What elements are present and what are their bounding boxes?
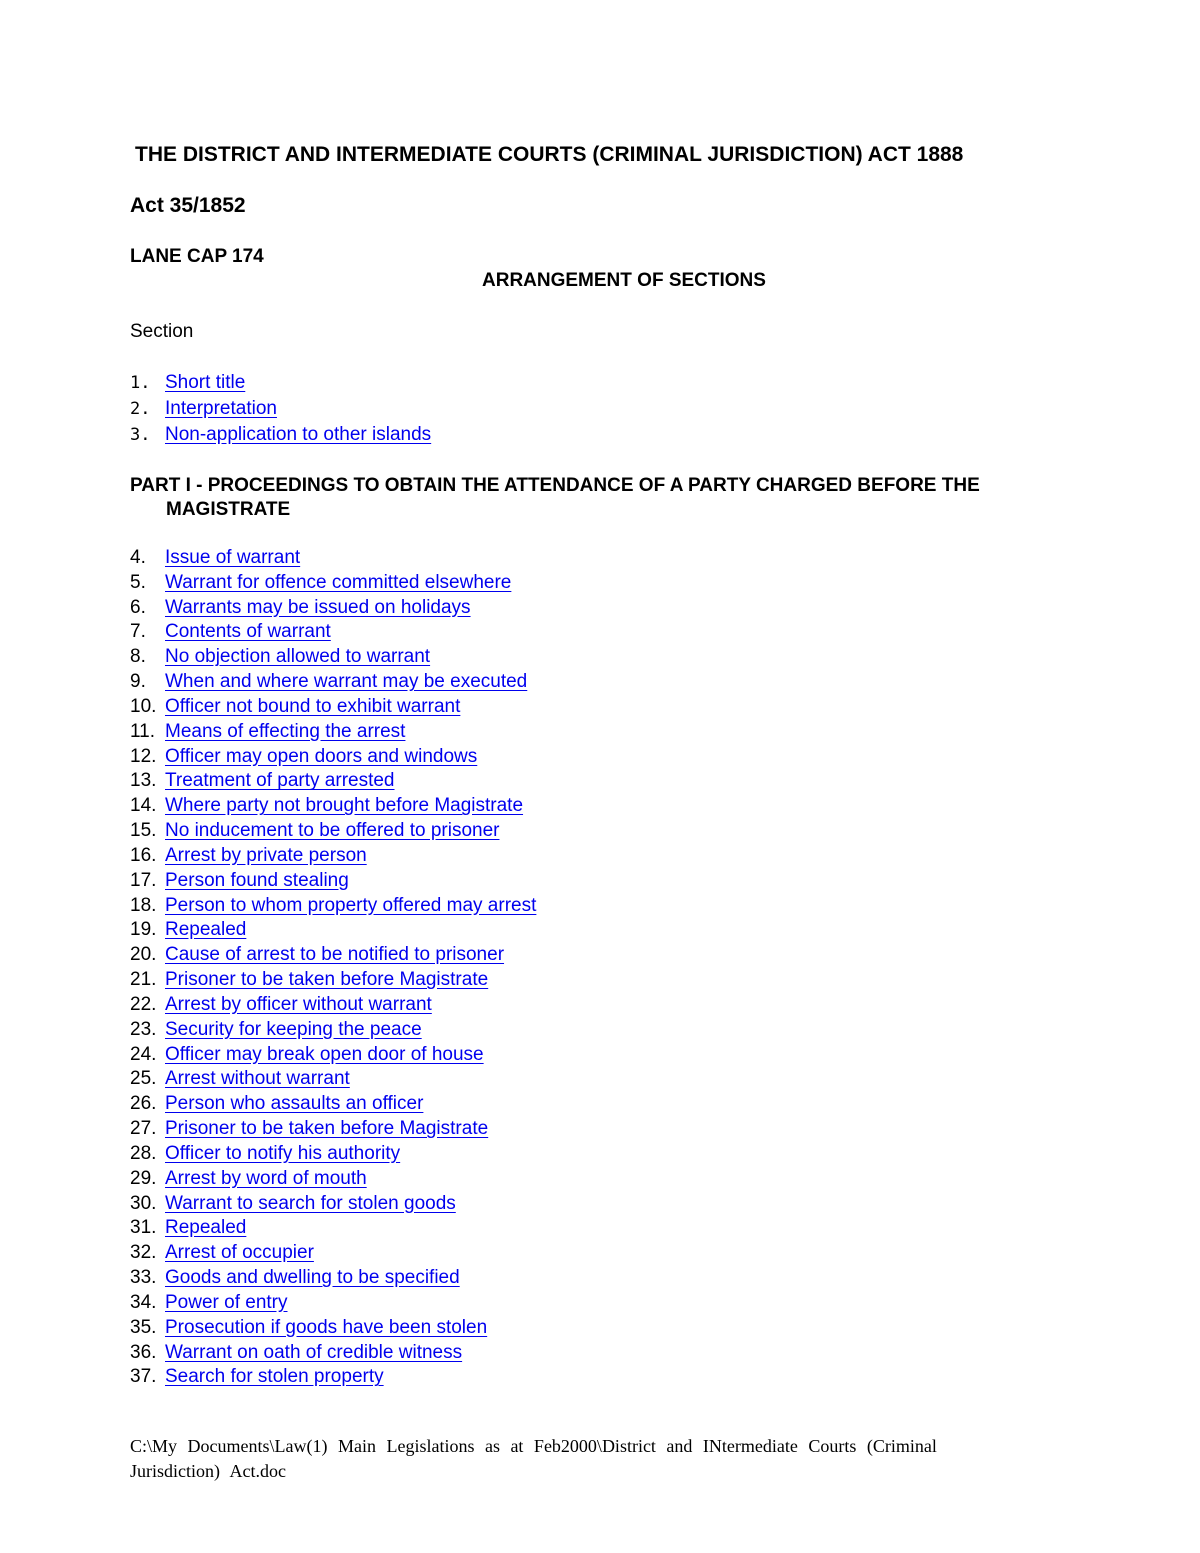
section-link[interactable]: Repealed [165,919,247,941]
section-list-item [130,869,536,894]
section-list-item [130,720,536,745]
section-list-item [130,1341,536,1366]
section-number: 26. [130,1093,157,1115]
section-link[interactable]: When and where warrant may be executed [165,671,528,693]
section-link[interactable]: Warrants may be issued on holidays [165,596,471,618]
section-number: 6. [130,596,146,618]
section-number: 33. [130,1267,157,1289]
section-list-item [130,546,536,571]
section-link[interactable]: Where party not brought before Magistrate [165,795,524,817]
section-number: 34. [130,1291,157,1313]
section-link[interactable]: Person found stealing [165,869,349,891]
section-list-item [130,993,536,1018]
section-list-item [130,1067,536,1092]
section-link[interactable]: Non-application to other islands [165,424,432,445]
section-list-item [130,1365,536,1390]
section-number: 30. [130,1192,157,1214]
section-link[interactable]: Cause of arrest to be notified to prisoner [165,944,505,966]
section-number: 23. [130,1018,157,1040]
section-list-item [130,844,536,869]
section-number: 21. [130,969,157,991]
arrangement-heading: ARRANGEMENT OF SECTIONS [482,270,766,291]
section-list-item [130,819,536,844]
section-number: 2. [130,399,151,419]
section-list-item [130,1117,536,1142]
section-number: 37. [130,1366,157,1388]
section-list-item [130,1291,536,1316]
lane-cap: LANE CAP 174 [130,246,264,267]
section-list-item [130,1241,536,1266]
section-link[interactable]: Security for keeping the peace [165,1018,422,1040]
section-number: 5. [130,571,146,593]
section-link[interactable]: No objection allowed to warrant [165,646,431,668]
part-one-section-list [130,546,536,1390]
section-number: 15. [130,820,157,842]
section-number: 25. [130,1068,157,1090]
section-list-item [130,1216,536,1241]
section-number: 9. [130,671,146,693]
section-number: 13. [130,770,157,792]
section-number: 22. [130,993,157,1015]
section-list-item [130,1092,536,1117]
section-link[interactable]: Arrest without warrant [165,1068,350,1090]
section-list-item [130,943,536,968]
section-link[interactable]: Officer may break open door of house [165,1043,484,1065]
section-list-item [130,918,536,943]
section-number: 28. [130,1142,157,1164]
section-list-item [130,670,536,695]
section-link[interactable]: Officer may open doors and windows [165,745,478,767]
section-list-item [130,422,431,448]
section-label: Section [130,321,194,342]
section-number: 20. [130,944,157,966]
section-list-item [130,571,536,596]
section-number: 7. [130,621,146,643]
preliminary-section-list [130,370,431,448]
section-number: 12. [130,745,157,767]
section-list-item [130,1266,536,1291]
section-number: 4. [130,547,146,568]
section-link[interactable]: No inducement to be offered to prisoner [165,820,500,842]
section-number: 10. [130,695,157,717]
section-number: 24. [130,1043,157,1065]
section-link[interactable]: Officer to notify his authority [165,1142,401,1164]
section-link[interactable]: Person to whom property offered may arrest [165,894,537,916]
section-number: 29. [130,1167,157,1189]
section-list-item [130,596,536,621]
section-link[interactable]: Prisoner to be taken before Magistrate [165,969,489,991]
section-number: 19. [130,919,157,941]
section-link[interactable]: Means of effecting the arrest [165,720,406,742]
part-one-heading: PART I - PROCEEDINGS TO OBTAIN THE ATTENDANCE OF A PARTY CHARGED BEFORE THE MAGISTRATE [130,475,980,520]
section-number: 1. [130,373,151,393]
section-link[interactable]: Warrant on oath of credible witness [165,1341,463,1363]
section-link[interactable]: Treatment of party arrested [165,770,395,792]
section-link[interactable]: Warrant for offence committed elsewhere [165,571,512,593]
section-link[interactable]: Short title [165,372,246,393]
section-list-item [130,645,536,670]
section-link[interactable]: Issue of warrant [165,547,301,568]
act-number: Act 35/1852 [130,194,246,217]
section-number: 31. [130,1217,157,1239]
section-number: 16. [130,844,157,866]
section-list-item [130,794,536,819]
section-link[interactable]: Interpretation [165,398,277,419]
section-number: 35. [130,1316,157,1338]
section-list-item [130,1167,536,1192]
section-list-item [130,745,536,770]
section-list-item [130,370,431,396]
section-list-item [130,1018,536,1043]
section-list-item [130,769,536,794]
section-link[interactable]: Prisoner to be taken before Magistrate [165,1118,489,1140]
section-list-item [130,1043,536,1068]
section-number: 17. [130,869,157,891]
section-link[interactable]: Goods and dwelling to be specified [165,1267,460,1289]
section-link[interactable]: Repealed [165,1217,247,1239]
section-link[interactable]: Arrest by officer without warrant [165,993,432,1015]
section-number: 18. [130,894,157,916]
section-list-item [130,1142,536,1167]
section-list-item [130,620,536,645]
section-link[interactable]: Power of entry [165,1291,288,1313]
section-link[interactable]: Arrest by private person [165,844,367,866]
section-link[interactable]: Warrant to search for stolen goods [165,1192,456,1214]
section-link[interactable]: Search for stolen property [165,1366,384,1388]
section-list-item [130,1192,536,1217]
section-number: 36. [130,1341,157,1363]
section-list-item [130,968,536,993]
section-link[interactable]: Arrest by word of mouth [165,1167,367,1189]
section-list-item [130,695,536,720]
footer-file-path: C:\My Documents\Law(1) Main Legislations as at Feb2000\District and INtermediate Courts (Criminal Jurisdiction) Act.doc [130,1436,937,1481]
section-list-item [130,1316,536,1341]
section-link[interactable]: Arrest of occupier [165,1242,314,1264]
section-link[interactable]: Officer not bound to exhibit warrant [165,695,461,717]
section-number: 11. [130,720,156,742]
section-link[interactable]: Person who assaults an officer [165,1093,424,1115]
section-number: 27. [130,1118,157,1140]
section-number: 3. [130,425,151,445]
section-list-item [130,396,431,422]
section-number: 14. [130,795,157,817]
section-number: 32. [130,1242,157,1264]
section-number: 8. [130,646,146,668]
section-list-item [130,894,536,919]
section-link[interactable]: Prosecution if goods have been stolen [165,1316,488,1338]
document-title: THE DISTRICT AND INTERMEDIATE COURTS (CRIMINAL JURISDICTION) ACT 1888 [135,143,964,166]
section-link[interactable]: Contents of warrant [165,621,331,643]
